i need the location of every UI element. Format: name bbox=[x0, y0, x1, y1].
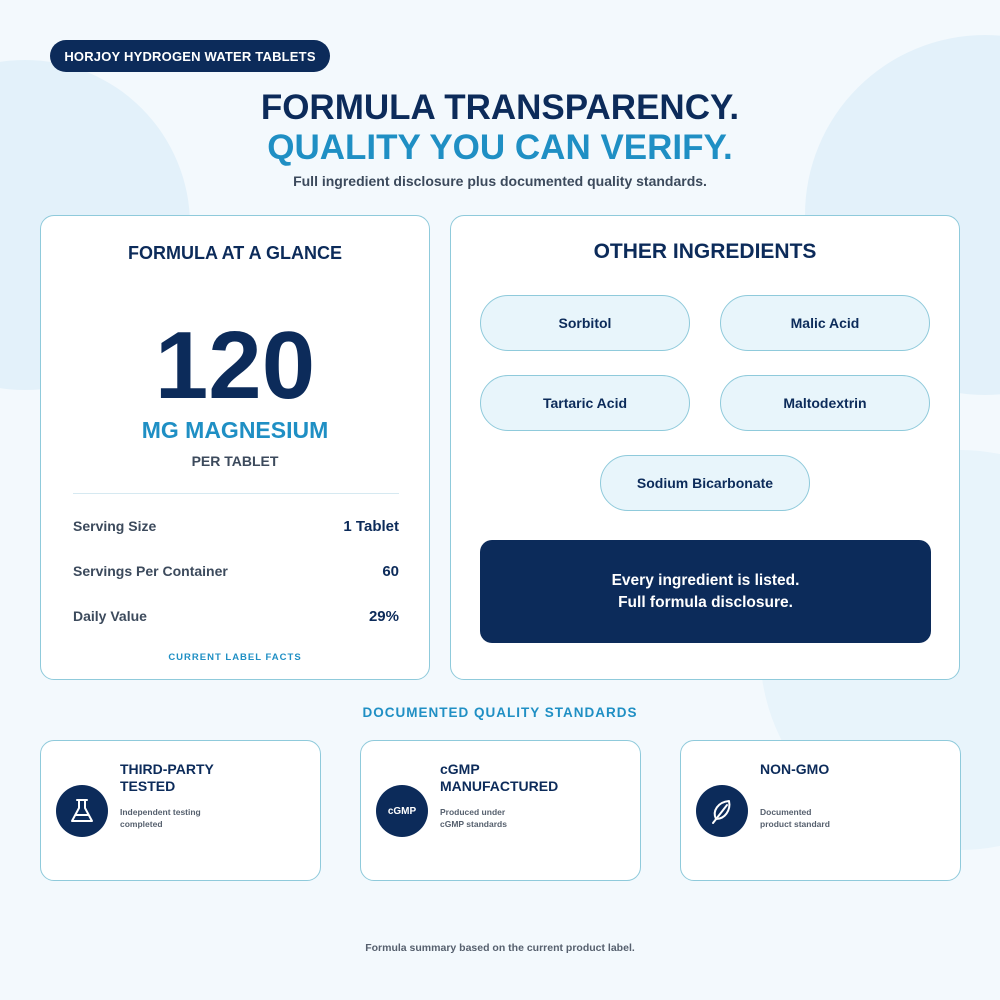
ingredients-card-title: OTHER INGREDIENTS bbox=[593, 240, 817, 263]
footer-note: Formula summary based on the current product label. bbox=[365, 942, 635, 954]
fact-row-servings-per-container bbox=[73, 561, 399, 581]
brand-badge: HORJOY HYDROGEN WATER TABLETS bbox=[50, 40, 330, 72]
standard-title: cGMP MANUFACTURED bbox=[440, 761, 559, 794]
magnesium-amount: 120 bbox=[154, 312, 316, 419]
standard-description: Documented product standard bbox=[760, 807, 830, 829]
quality-section-title: DOCUMENTED QUALITY STANDARDS bbox=[362, 705, 638, 720]
standard-card-non-gmo bbox=[680, 740, 961, 881]
label-facts-footnote: CURRENT LABEL FACTS bbox=[168, 652, 302, 663]
cgmp-badge-icon bbox=[376, 785, 428, 837]
fact-value: 1 Tablet bbox=[343, 517, 399, 535]
standard-description: Independent testing completed bbox=[120, 807, 201, 829]
subheadline: Full ingredient disclosure plus documented quality standards. bbox=[293, 173, 707, 189]
fact-value: 60 bbox=[382, 562, 399, 580]
headline bbox=[0, 88, 1000, 168]
ingredient-pill-sodium-bicarbonate: Sodium Bicarbonate bbox=[600, 455, 810, 511]
per-tablet-label: PER TABLET bbox=[191, 453, 279, 469]
standard-description: Produced under cGMP standards bbox=[440, 807, 507, 829]
disclosure-line-1: Every ingredient is listed. bbox=[611, 571, 800, 589]
disclosure-banner bbox=[480, 540, 931, 643]
fact-row-serving-size bbox=[73, 516, 399, 536]
standard-title: NON-GMO bbox=[760, 761, 830, 777]
ingredients-card bbox=[450, 215, 960, 680]
flask-icon bbox=[56, 785, 108, 837]
ingredient-pill-tartaric-acid: Tartaric Acid bbox=[480, 375, 690, 431]
fact-value: 29% bbox=[368, 607, 399, 625]
standard-title: THIRD-PARTY TESTED bbox=[120, 761, 214, 794]
ingredient-pill-maltodextrin: Maltodextrin bbox=[720, 375, 930, 431]
formula-card bbox=[40, 215, 430, 680]
standard-card-third-party-tested bbox=[40, 740, 321, 881]
fact-label: Serving Size bbox=[73, 518, 157, 534]
fact-label: Daily Value bbox=[73, 608, 147, 624]
fact-row-daily-value bbox=[73, 606, 399, 626]
magnesium-unit-label: MG MAGNESIUM bbox=[141, 417, 329, 443]
cgmp-badge-text: cGMP bbox=[387, 805, 417, 817]
headline-line-1: FORMULA TRANSPARENCY. bbox=[260, 88, 740, 127]
ingredient-pill-sorbitol: Sorbitol bbox=[480, 295, 690, 351]
headline-line-2: QUALITY YOU CAN VERIFY. bbox=[267, 128, 733, 167]
fact-label: Servings Per Container bbox=[73, 563, 228, 579]
leaf-icon bbox=[696, 785, 748, 837]
formula-card-title: FORMULA AT A GLANCE bbox=[128, 243, 342, 263]
standard-card-cgmp-manufactured bbox=[360, 740, 641, 881]
ingredient-pill-malic-acid: Malic Acid bbox=[720, 295, 930, 351]
disclosure-line-2: Full formula disclosure. bbox=[618, 593, 793, 611]
formula-divider bbox=[73, 493, 399, 494]
